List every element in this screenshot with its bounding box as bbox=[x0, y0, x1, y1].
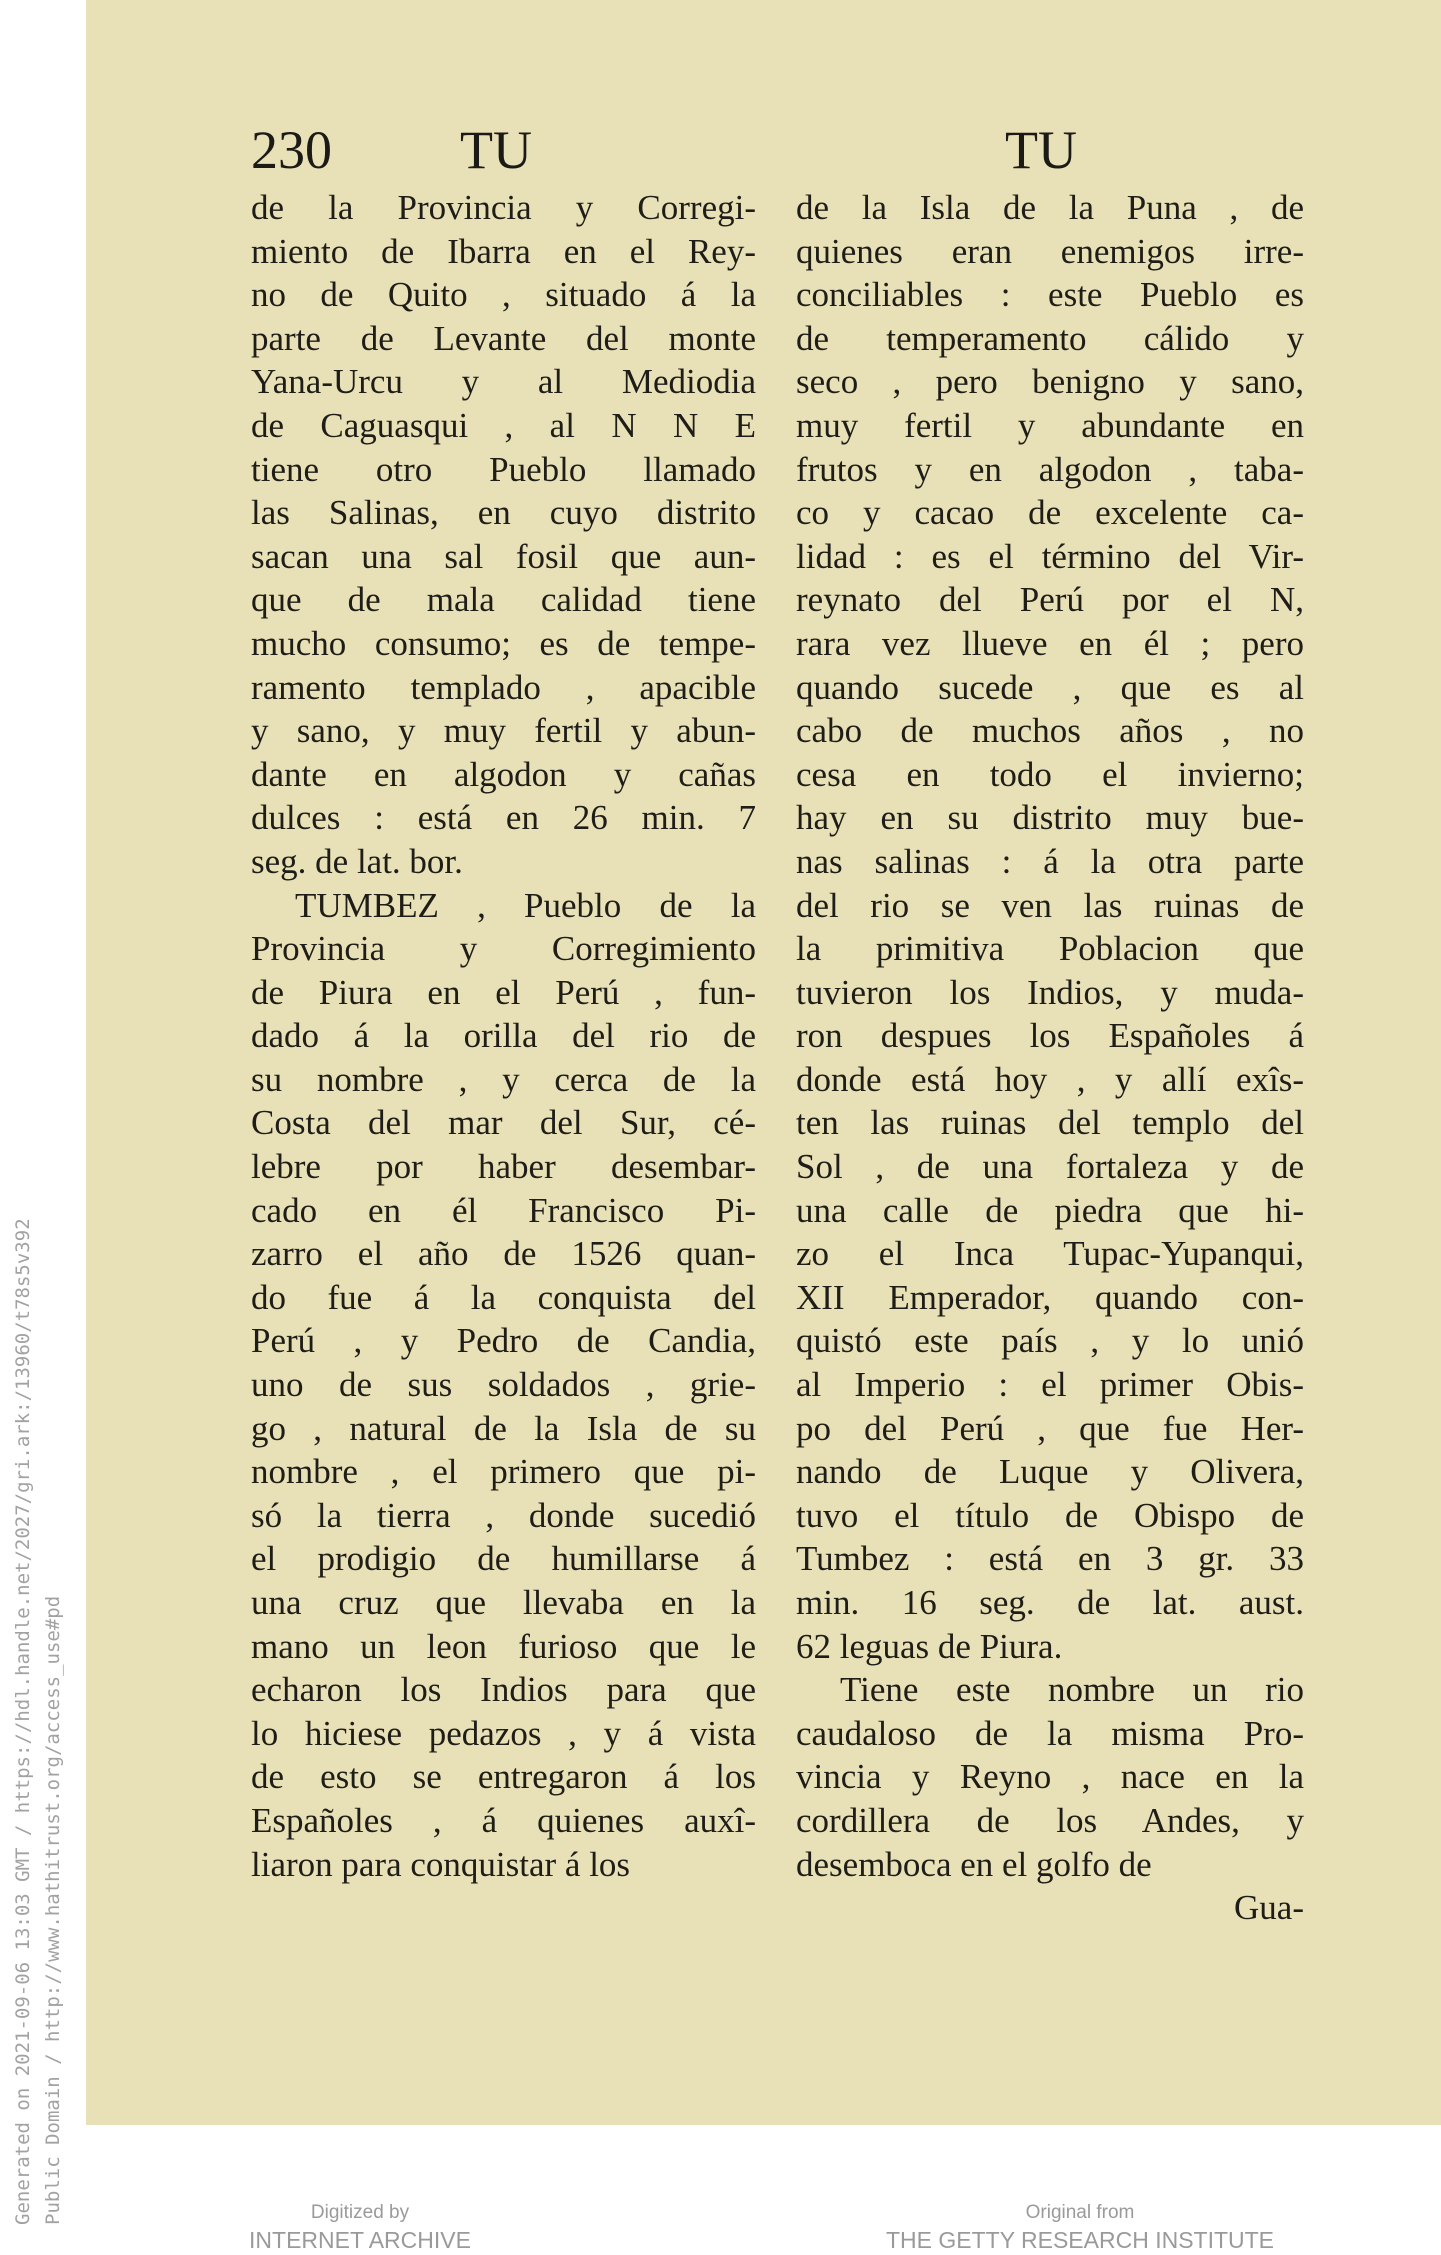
text-line: cesa en todo el invierno; bbox=[796, 754, 1304, 794]
text-line: y sano, y muy fertil y abun- bbox=[251, 711, 756, 751]
text-line: seco , pero benigno y sano, bbox=[796, 362, 1304, 402]
text-line: uno de sus soldados , grie- bbox=[251, 1365, 756, 1405]
text-line: rara vez llueve en él ; pero bbox=[796, 623, 1304, 663]
text-line: do fue á la conquista del bbox=[251, 1277, 756, 1317]
left-text-column bbox=[251, 186, 756, 1886]
text-line: Gua- bbox=[1234, 1888, 1304, 1928]
text-line: echaron los Indios para que bbox=[251, 1670, 756, 1710]
text-line: 62 leguas de Piura. bbox=[796, 1626, 1063, 1666]
text-line: Españoles , á quienes auxî- bbox=[251, 1800, 756, 1840]
text-line: al Imperio : el primer Obis- bbox=[796, 1365, 1304, 1405]
text-line: min. 16 seg. de lat. aust. bbox=[796, 1583, 1304, 1622]
text-line: zarro el año de 1526 quan- bbox=[251, 1234, 756, 1274]
text-line: de Piura en el Perú , fun- bbox=[251, 972, 756, 1012]
text-line: caudaloso de la misma Pro- bbox=[796, 1713, 1304, 1753]
text-line: lo hiciese pedazos , y á vista bbox=[251, 1713, 756, 1753]
text-line: de la Isla de la Puna , de bbox=[796, 188, 1304, 227]
text-line: frutos y en algodon , taba- bbox=[796, 449, 1304, 489]
internet-archive-label: INTERNET ARCHIVE bbox=[249, 2227, 471, 2253]
text-line: Tumbez : está en 3 gr. 33 bbox=[796, 1539, 1304, 1579]
text-line: cordillera de los Andes, y bbox=[796, 1800, 1304, 1840]
text-line: mucho consumo; es de tempe- bbox=[251, 623, 756, 663]
text-line: tuvieron los Indios, y muda- bbox=[796, 972, 1304, 1012]
page-number: 230 bbox=[251, 120, 332, 180]
text-line: miento de Ibarra en el Rey- bbox=[251, 231, 756, 271]
text-line: cado en él Francisco Pi- bbox=[251, 1190, 756, 1230]
generated-stamp-line-1: Generated on 2021-09-06 13:03 GMT / https://hdl.handle.net/2027/gri.ark:/13960/t78s5v392 bbox=[12, 1218, 34, 2225]
text-line: donde está hoy , y allí exîs- bbox=[796, 1059, 1304, 1099]
right-running-head: TU bbox=[1005, 120, 1077, 180]
text-line: zo el Inca Tupac-Yupanqui, bbox=[796, 1234, 1304, 1274]
text-line: dante en algodon y cañas bbox=[251, 754, 756, 794]
text-line: su nombre , y cerca de la bbox=[251, 1059, 756, 1099]
text-line: del rio se ven las ruinas de bbox=[796, 885, 1304, 925]
text-line: dulces : está en 26 min. 7 bbox=[251, 798, 756, 838]
text-line: só la tierra , donde sucedió bbox=[251, 1495, 756, 1535]
text-line: no de Quito , situado á la bbox=[251, 275, 756, 315]
text-line: de Caguasqui , al N N E bbox=[251, 405, 756, 445]
text-line: una calle de piedra que hi- bbox=[796, 1190, 1304, 1230]
digitized-by-label: Digitized by bbox=[310, 2202, 410, 2223]
text-line: reynato del Perú por el N, bbox=[796, 580, 1304, 620]
text-line: quando sucede , que es al bbox=[796, 667, 1304, 707]
text-line: ron despues los Españoles á bbox=[796, 1016, 1304, 1056]
right-text-column bbox=[796, 186, 1304, 1930]
left-running-head: TU bbox=[460, 120, 532, 180]
text-line: que de mala calidad tiene bbox=[251, 580, 756, 620]
text-line: la primitiva Poblacion que bbox=[796, 929, 1304, 969]
text-line: las Salinas, en cuyo distrito bbox=[251, 493, 756, 533]
text-line: nombre , el primero que pi- bbox=[251, 1452, 756, 1492]
getty-label: THE GETTY RESEARCH INSTITUTE bbox=[885, 2227, 1275, 2253]
text-line: ramento templado , apacible bbox=[251, 667, 756, 707]
text-line: lidad : es el término del Vir- bbox=[796, 536, 1304, 576]
text-line: co y cacao de excelente ca- bbox=[796, 493, 1304, 533]
generated-stamp-line-2: Public Domain / http://www.hathitrust.org/access_use#pd bbox=[42, 1595, 64, 2225]
text-line: mano un leon furioso que le bbox=[251, 1626, 756, 1666]
text-line: tiene otro Pueblo llamado bbox=[251, 449, 756, 489]
text-line: Provincia y Corregimiento bbox=[251, 929, 756, 969]
text-line: sacan una sal fosil que aun- bbox=[251, 536, 756, 576]
text-line: TUMBEZ , Pueblo de la bbox=[295, 885, 756, 925]
text-line: una cruz que llevaba en la bbox=[251, 1583, 756, 1622]
text-line: conciliables : este Pueblo es bbox=[796, 275, 1304, 315]
original-from-credit bbox=[870, 2201, 1290, 2255]
text-line: muy fertil y abundante en bbox=[796, 405, 1304, 445]
text-line: Perú , y Pedro de Candia, bbox=[251, 1321, 756, 1361]
generated-stamp bbox=[8, 1218, 68, 2225]
digitized-by-credit bbox=[225, 2201, 495, 2255]
text-line: de la Provincia y Corregi- bbox=[251, 188, 756, 227]
text-line: el prodigio de humillarse á bbox=[251, 1539, 756, 1579]
text-line: nando de Luque y Olivera, bbox=[796, 1452, 1304, 1492]
text-line: po del Perú , que fue Her- bbox=[796, 1408, 1304, 1448]
text-line: desemboca en el golfo de bbox=[796, 1844, 1152, 1884]
text-line: lebre por haber desembar- bbox=[251, 1147, 756, 1187]
text-line: nas salinas : á la otra parte bbox=[796, 841, 1304, 881]
text-line: de esto se entregaron á los bbox=[251, 1757, 756, 1797]
text-line: liaron para conquistar á los bbox=[251, 1844, 631, 1884]
text-line: dado á la orilla del rio de bbox=[251, 1016, 756, 1056]
text-line: quistó este país , y lo unió bbox=[796, 1321, 1304, 1361]
text-line: XII Emperador, quando con- bbox=[796, 1277, 1304, 1317]
text-line: de temperamento cálido y bbox=[796, 318, 1304, 358]
text-line: hay en su distrito muy bue- bbox=[796, 798, 1304, 838]
text-line: parte de Levante del monte bbox=[251, 318, 756, 358]
text-line: ten las ruinas del templo del bbox=[796, 1103, 1304, 1143]
text-line: cabo de muchos años , no bbox=[796, 711, 1304, 751]
text-line: Sol , de una fortaleza y de bbox=[796, 1147, 1304, 1187]
text-line: seg. de lat. bor. bbox=[251, 841, 463, 881]
text-line: go , natural de la Isla de su bbox=[251, 1408, 756, 1448]
text-line: Tiene este nombre un rio bbox=[840, 1670, 1304, 1710]
text-line: Yana-Urcu y al Mediodia bbox=[251, 362, 756, 402]
text-line: Costa del mar del Sur, cé- bbox=[251, 1103, 756, 1143]
original-from-label: Original from bbox=[1025, 2202, 1135, 2223]
text-line: vincia y Reyno , nace en la bbox=[796, 1757, 1304, 1797]
text-line: tuvo el título de Obispo de bbox=[796, 1495, 1304, 1535]
text-line: quienes eran enemigos irre- bbox=[796, 231, 1304, 271]
